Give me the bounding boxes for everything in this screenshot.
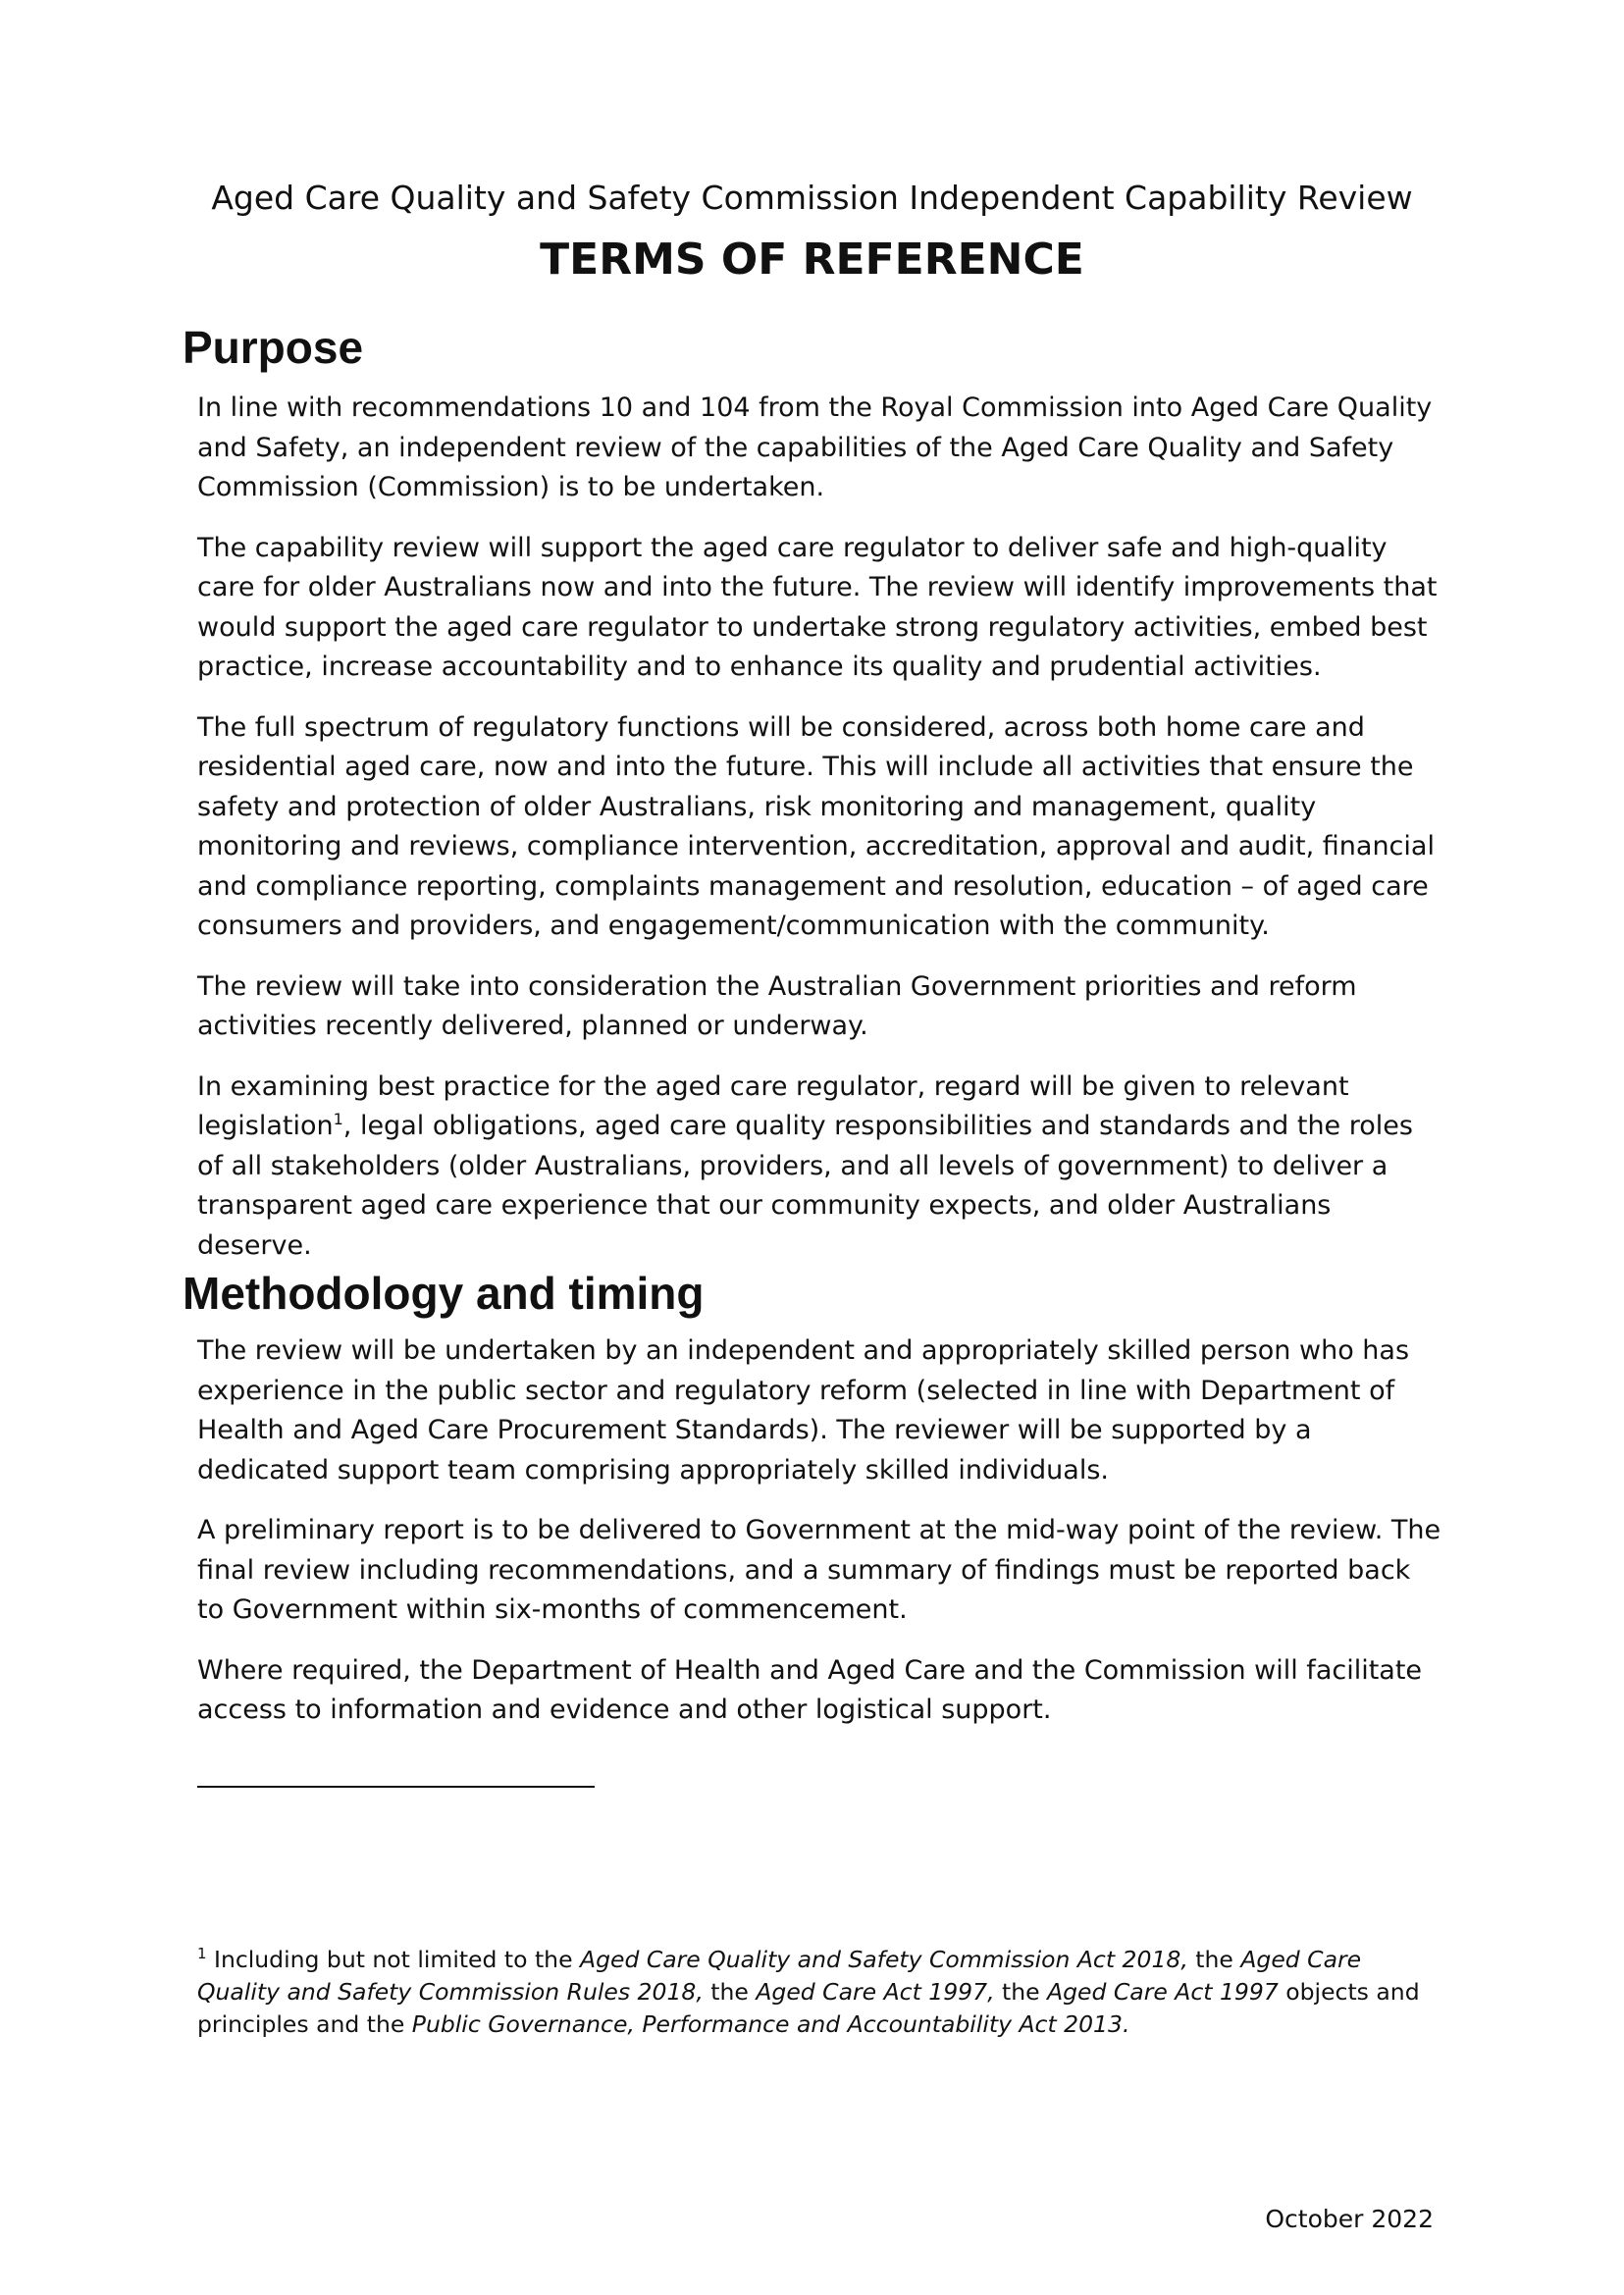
footnote-text: Including but not limited to the	[206, 1946, 580, 1973]
footnote-text: the	[994, 1978, 1048, 2006]
footnote-marker: 1	[197, 1945, 207, 1963]
purpose-paragraph-4: The review will take into consideration the Australian Government priorities and reform activities recently delivered, planned or underway.	[197, 970, 1357, 1041]
footnote-act: Public Governance, Performance and Accountability Act 2013.	[411, 2010, 1130, 2038]
footnote	[197, 1944, 1443, 2041]
footnote-act: Aged Care Act 1997,	[756, 1978, 995, 2006]
section-body-methodology	[197, 1331, 1443, 1731]
footnote-reference[interactable]: 1	[333, 1110, 343, 1128]
section-heading-purpose: Purpose	[183, 322, 364, 373]
methodology-paragraph-1: The review will be undertaken by an independent and appropriately skilled person who has experience in the public sector and regulatory reform (selected in line with Department of Health and Aged Care Procurement Standards). The reviewer will be supported by a dedicated support team comprising appropriately skilled individuals.	[197, 1335, 1410, 1486]
purpose-paragraph-3: The full spectrum of regulatory functions will be considered, across both home care and residential aged care, now and into the future. This will include all activities that ensure the safety and protection of older Australians, risk monitoring and management, quality monitoring and reviews, compliance intervention, accreditation, approval and audit, financial and compliance reporting, complaints management and resolution, education – of aged care consumers and providers, and engagement/communication with the community.	[197, 711, 1435, 941]
document-title: Aged Care Quality and Safety Commission Independent Capability Review	[211, 179, 1413, 217]
document-date: October 2022	[1265, 2205, 1434, 2233]
section-body-purpose	[197, 389, 1443, 1266]
section-heading-methodology: Methodology and timing	[183, 1268, 705, 1319]
footnote-act: Aged Care Quality and Safety Commission Act 2018,	[580, 1946, 1188, 1973]
footnote-text: the	[1187, 1946, 1241, 1973]
purpose-paragraph-2: The capability review will support the aged care regulator to deliver safe and high-quality care for older Australians now and into the future. The review will identify improvements that would support the aged care regulator to undertake strong regulatory activities, embed best practice, increase accountability and to enhance its quality and prudential activities.	[197, 532, 1438, 682]
purpose-paragraph-5	[197, 1068, 1443, 1267]
footnote-text: the	[703, 1978, 757, 2006]
footnote-act: Aged Care Quality and Safety Commission Rules 2018,	[197, 1946, 1362, 2006]
purpose-paragraph-1: In line with recommendations 10 and 104 from the Royal Commission into Aged Care Quality and Safety, an independent review of the capabilities of the Aged Care Quality and Safety Commission (Commission) is to be undertaken.	[197, 392, 1433, 502]
legislation-text-before: In examining best practice for the aged care regulator, regard will be given to relevant legislation	[197, 1070, 1349, 1141]
footnote-separator	[197, 1786, 595, 1788]
legislation-text-after: , legal obligations, aged care quality responsibilities and standards and the roles of all stakeholders (older Australians, providers, and all levels of government) to deliver a transparent aged care experience that our community expects, and older Australians deserve.	[197, 1111, 1413, 1261]
footnote-text: objects and principles and the	[197, 1978, 1420, 2038]
footnote-act: Aged Care Act 1997	[1047, 1978, 1279, 2006]
methodology-paragraph-3: Where required, the Department of Health and Aged Care and the Commission will facilitate access to information and evidence and other logistical support.	[197, 1654, 1423, 1725]
document-subtitle: TERMS OF REFERENCE	[540, 235, 1084, 285]
methodology-paragraph-2: A preliminary report is to be delivered to Government at the mid-way point of the review. The final review including recommendations, and a summary of findings must be reported back to Government within six-months of commencement.	[197, 1515, 1441, 1625]
